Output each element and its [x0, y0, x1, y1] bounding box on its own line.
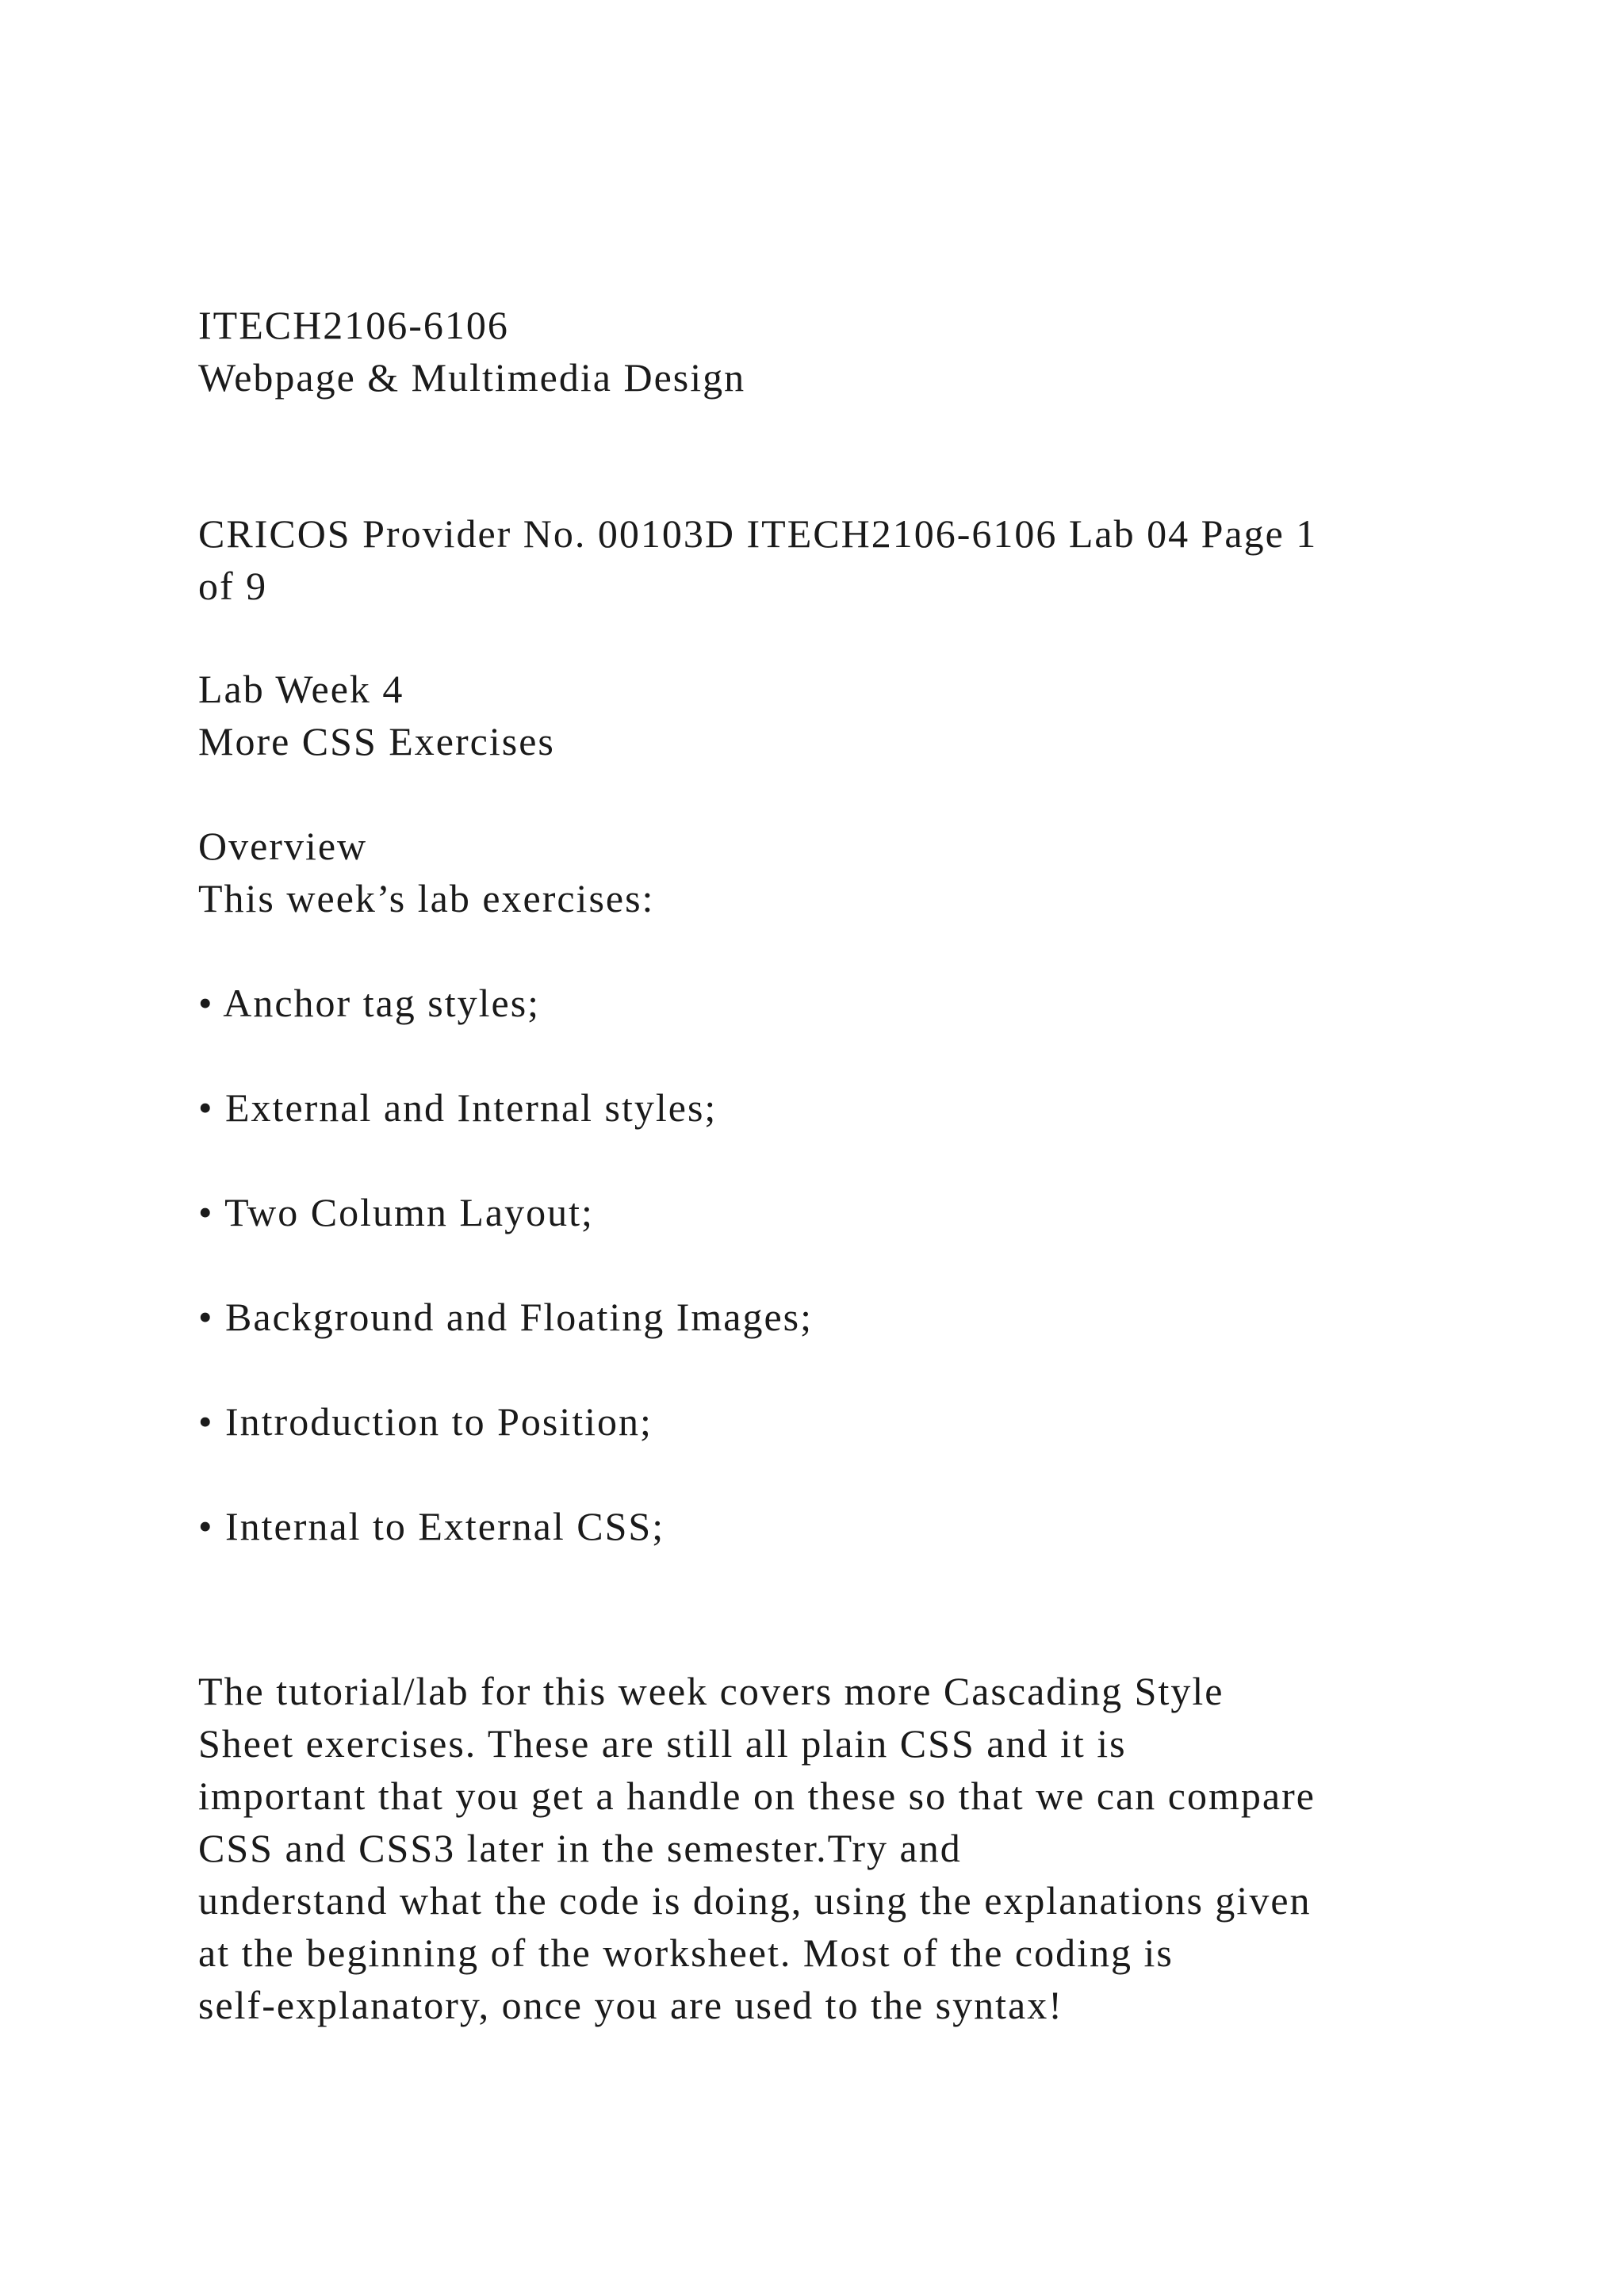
overview-heading: Overview — [198, 824, 368, 868]
list-item: • External and Internal styles; — [198, 1085, 718, 1130]
list-item: • Anchor tag styles; — [198, 981, 541, 1025]
course-title: Webpage & Multimedia Design — [198, 355, 746, 400]
paragraph-line: CSS and CSS3 later in the semester.Try and — [198, 1826, 962, 1870]
paragraph-line: The tutorial/lab for this week covers more Cascading Style — [198, 1669, 1224, 1713]
overview-intro: This week’s lab exercises: — [198, 876, 655, 920]
lab-title: More CSS Exercises — [198, 719, 555, 763]
paragraph-line: Sheet exercises. These are still all plain CSS and it is — [198, 1721, 1127, 1766]
list-item: • Internal to External CSS; — [198, 1504, 665, 1548]
paragraph-line: important that you get a handle on these so that we can compare — [198, 1774, 1316, 1818]
course-code: ITECH2106-6106 — [198, 303, 509, 347]
provider-line-continued: of 9 — [198, 564, 268, 608]
list-item: • Introduction to Position; — [198, 1399, 653, 1444]
paragraph-line: self-explanatory, once you are used to the syntax! — [198, 1983, 1063, 2027]
list-item: • Two Column Layout; — [198, 1190, 594, 1234]
paragraph-line: at the beginning of the worksheet. Most of the coding is — [198, 1931, 1174, 1975]
lab-week: Lab Week 4 — [198, 667, 404, 711]
provider-line: CRICOS Provider No. 00103D ITECH2106-6106 Lab 04 Page 1 — [198, 511, 1318, 556]
list-item: • Background and Floating Images; — [198, 1295, 814, 1339]
paragraph-line: understand what the code is doing, using the explanations given — [198, 1878, 1312, 1923]
